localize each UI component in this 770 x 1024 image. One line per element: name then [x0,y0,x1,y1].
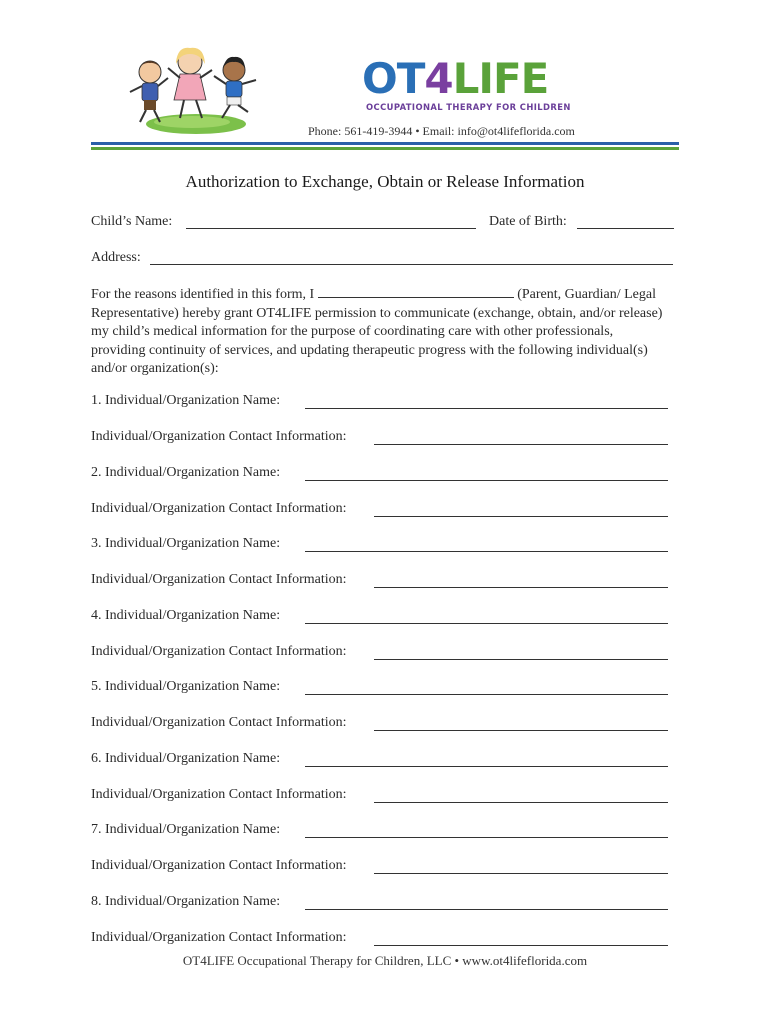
dob-label: Date of Birth: [489,214,567,229]
child-name-field[interactable] [186,228,476,229]
header-rule-green [91,147,679,150]
individual-name-field[interactable] [305,909,668,910]
individual-name-field[interactable] [305,480,668,481]
individual-name-label: 5. Individual/Organization Name: [91,679,281,694]
individual-contact-field[interactable] [374,516,668,517]
logo-subtitle: OCCUPATIONAL THERAPY FOR CHILDREN [366,102,571,112]
individual-contact-field[interactable] [374,802,668,803]
individual-contact-label: Individual/Organization Contact Information: [91,429,347,444]
footer: OT4LIFE Occupational Therapy for Children, LLC • www.ot4lifeflorida.com [182,953,588,968]
individual-contact-label: Individual/Organization Contact Information: [91,786,347,802]
individual-contact-field[interactable] [374,873,668,874]
individual-contact-field[interactable] [374,730,668,731]
individual-name-field[interactable] [305,766,668,767]
individual-name-label: 4. Individual/Organization Name: [91,607,281,623]
individual-name-label: 1. Individual/Organization Name: [91,393,281,408]
individual-name-label: 6. Individual/Organization Name: [91,750,281,766]
individual-name-label: 8. Individual/Organization Name: [91,893,281,909]
header-rule-blue [91,142,679,145]
individual-contact-label: Individual/Organization Contact Information: [91,500,347,516]
individual-contact-field[interactable] [374,945,668,946]
individual-contact-field[interactable] [374,587,668,588]
individual-name-label: 3. Individual/Organization Name: [91,536,281,551]
children-illustration [122,42,268,138]
child-name-label: Child’s Name: [91,214,173,229]
logo-wordmark: OT4LIFE [362,54,549,103]
individual-name-field[interactable] [305,694,668,695]
individual-contact-label: Individual/Organization Contact Information: [91,572,347,587]
ot4life-logo [362,54,571,118]
individual-contact-label: Individual/Organization Contact Information: [91,715,347,730]
form-title: Authorization to Exchange, Obtain or Release Information [185,172,585,191]
individual-name-field[interactable] [305,408,668,409]
address-label: Address: [91,250,141,265]
individual-contact-label: Individual/Organization Contact Information: [91,643,347,659]
individual-contact-field[interactable] [374,659,668,660]
contact-info: Phone: 561-419-3944 • Email: info@ot4lifeflorida.com [308,124,575,138]
authorization-paragraph: For the reasons identified in this form, I (Parent, Guardian/ Legal Representative) hereby grant OT4LIFE permission to communicate (exchange, obtain, and/or release) my child’s medical information for the purpose of coordinating care with other professionals, providing continuity of services, and updating therapeutic progress with the following individual(s) and/or organization(s): [91,287,663,376]
individual-name-field[interactable] [305,551,668,552]
individual-name-field[interactable] [305,623,668,624]
individual-contact-label: Individual/Organization Contact Information: [91,858,347,873]
individual-name-label: 7. Individual/Organization Name: [91,822,281,837]
individual-contact-field[interactable] [374,444,668,445]
individual-name-label: 2. Individual/Organization Name: [91,464,281,480]
address-field[interactable] [150,264,673,265]
individual-contact-label: Individual/Organization Contact Information: [91,929,347,945]
dob-field[interactable] [577,228,674,229]
individual-name-field[interactable] [305,837,668,838]
parent-name-field[interactable] [318,285,514,298]
